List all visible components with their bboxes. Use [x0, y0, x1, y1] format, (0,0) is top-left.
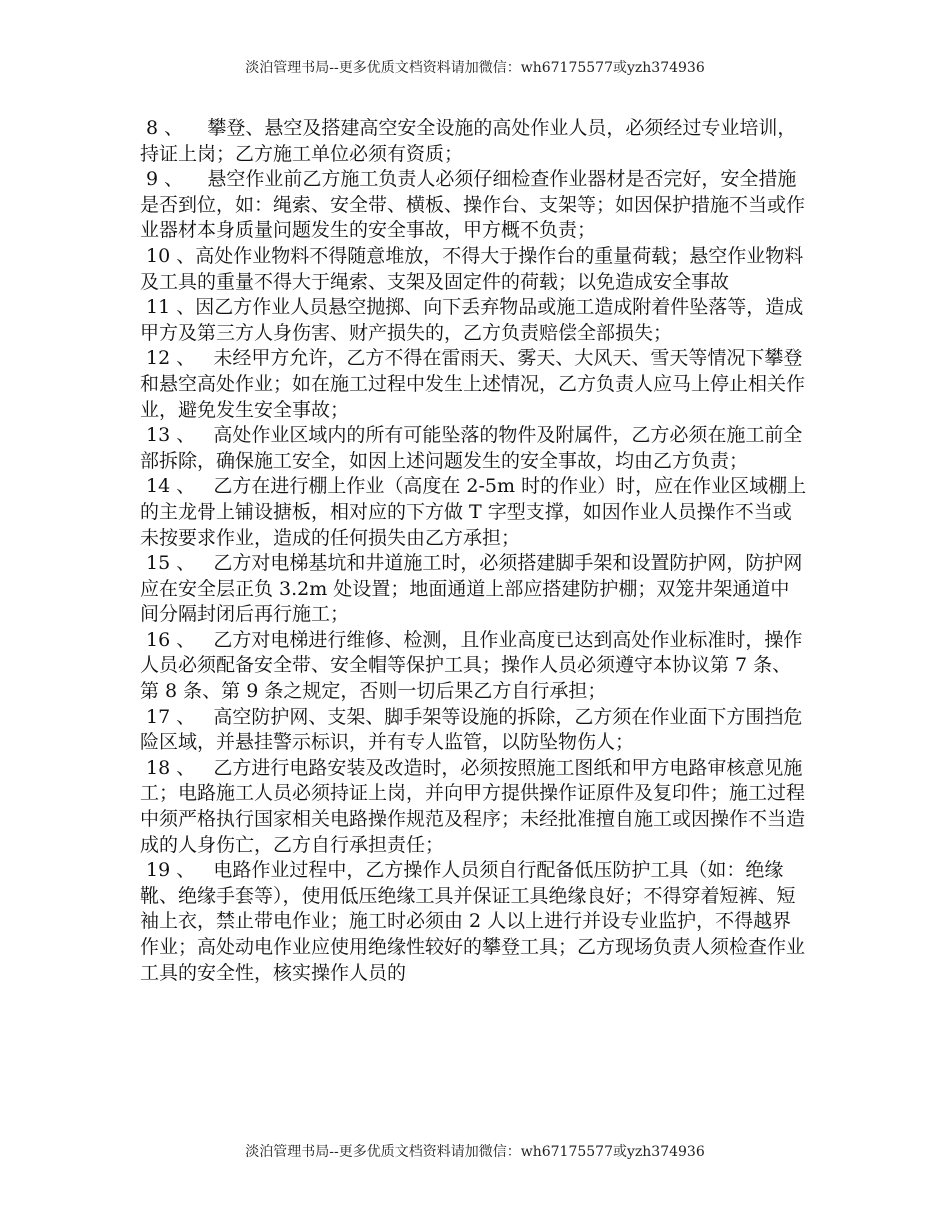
clause-14: 14 、 乙方在进行棚上作业（高度在 2-5m 时的作业）时，应在作业区域棚上的主龙骨上铺设搪板，相对应的下方做 T 字型支撑，如因作业人员操作不当或未按要求作业，造成的任何损失由乙方承担；: [140, 475, 807, 549]
document-body: [140, 116, 808, 986]
clause-12: 12 、 未经甲方允许，乙方不得在雷雨天、雾天、大风天、雪天等情况下攀登和悬空高处作业；如在施工过程中发生上述情况，乙方负责人应马上停止相关作业，避免发生安全事故；: [140, 347, 806, 421]
clause-18: 18 、 乙方进行电路安装及改造时，必须按照施工图纸和甲方电路审核意见施工；电路施工人员必须持证上岗，并向甲方提供操作证原件及复印件；施工过程中须严格执行国家相关电路操作规范及程序；未经批准擅自施工或因操作不当造成的人身伤亡，乙方自行承担责任；: [140, 756, 806, 856]
page-footer: 淡泊管理书局--更多优质文档资料请加微信：wh67175577或yzh374936: [245, 1144, 705, 1160]
clause-9: 9 、 悬空作业前乙方施工负责人必须仔细检查作业器材是否完好，安全措施是否到位，如：绳索、安全带、横板、操作台、支架等；如因保护措施不当或作业器材本身质量问题发生的安全事故，甲方概不负责；: [140, 168, 806, 242]
page-header: 淡泊管理书局--更多优质文档资料请加微信：wh67175577或yzh374936: [245, 60, 705, 76]
clause-16: 16 、 乙方对电梯进行维修、检测，且作业高度已达到高处作业标准时，操作人员必须配备安全带、安全帽等保护工具；操作人员必须遵守本协议第 7 条、第 8 条、第 9 条之规定，否则一切后果乙方自行承担；: [140, 628, 803, 703]
clause-10: 10 、高处作业物料不得随意堆放，不得大于操作台的重量荷载；悬空作业物料及工具的重量不得大于绳索、支架及固定件的荷载；以免造成安全事故: [140, 244, 804, 293]
clause-11: 11 、因乙方作业人员悬空抛掷、向下丢弃物品或施工造成附着件坠落等，造成甲方及第三方人身伤害、财产损失的，乙方负责赔偿全部损失；: [140, 296, 804, 344]
clause-15: 15 、 乙方对电梯基坑和井道施工时，必须搭建脚手架和设置防护网，防护网应在安全层正负 3.2m 处设置；地面通道上部应搭建防护棚；双笼井架通道中间分隔封闭后再行施工；: [140, 552, 803, 626]
clause-8: 8 、 攀登、悬空及搭建高空安全设施的高处作业人员，必须经过专业培训，持证上岗；乙方施工单位必须有资质；: [140, 117, 797, 165]
clause-19: 19 、 电路作业过程中，乙方操作人员须自行配备低压防护工具（如：绝缘靴、绝缘手套等），使用低压绝缘工具并保证工具绝缘良好；不得穿着短裤、短袖上衣，禁止带电作业；施工时必须由 2 人以上进行并设专业监护，不得越界作业；高处动电作业应使用绝缘性较好的攀登工具；乙方现场负责人须检查作业工具的安全性，核实操作人员的: [140, 859, 806, 984]
clause-13: 13 、 高处作业区域内的所有可能坠落的物件及附属件，乙方必须在施工前全部拆除，确保施工安全，如因上述问题发生的安全事故，均由乙方负责；: [140, 424, 803, 472]
clause-17: 17 、 高空防护网、支架、脚手架等设施的拆除，乙方须在作业面下方围挡危险区域，并悬挂警示标识，并有专人监管，以防坠物伤人；: [140, 705, 803, 754]
